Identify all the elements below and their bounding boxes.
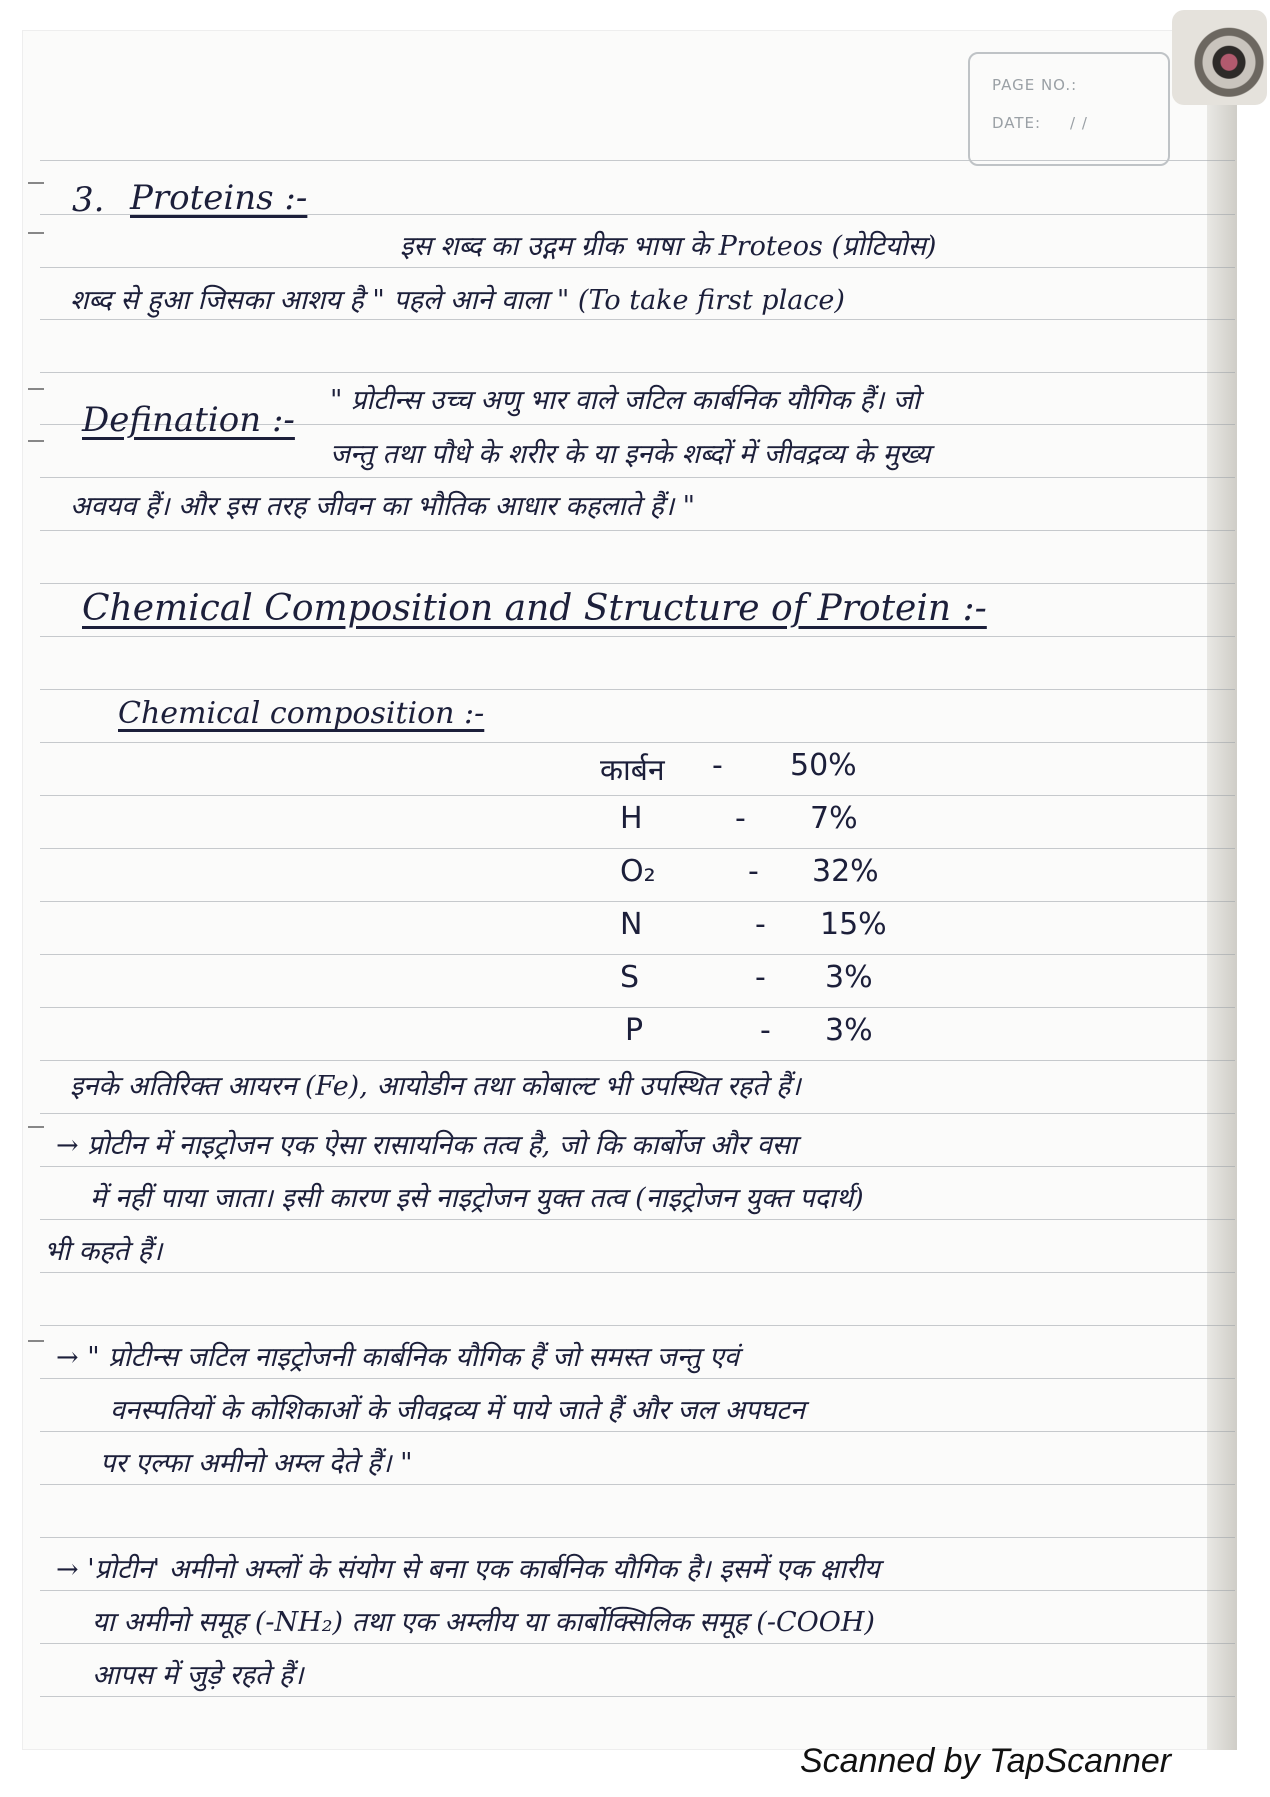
ruled-line — [40, 583, 1235, 584]
ruled-line — [40, 795, 1235, 796]
ruled-line — [40, 636, 1235, 637]
composition-value: 32% — [812, 854, 879, 889]
composition-subheading: Chemical composition :- — [118, 696, 485, 731]
note-extra: इनके अतिरिक्त आयरन (Fe), आयोडीन तथा कोबाल्ट भी उपस्थित रहते हैं। — [70, 1071, 801, 1102]
note-1-line-3: भी कहते हैं। — [44, 1236, 163, 1267]
ruled-line — [40, 954, 1235, 955]
note-3-line-1: → 'प्रोटीन' अमीनो अम्लों के संयोग से बना एक कार्बनिक यौगिक है। इसमें एक क्षारीय — [56, 1554, 880, 1585]
ruled-line — [40, 1272, 1235, 1273]
note-2-line-2: वनस्पतियों के कोशिकाओं के जीवद्रव्य में पाये जाते हैं और जल अपघटन — [110, 1395, 805, 1426]
composition-element: N — [620, 907, 643, 942]
ruled-line — [40, 1378, 1235, 1379]
ruled-line — [40, 1060, 1235, 1061]
composition-dash: - — [735, 801, 746, 836]
ruled-line — [40, 1484, 1235, 1485]
margin-mark — [28, 388, 44, 390]
composition-heading: Chemical Composition and Structure of Protein :- — [82, 588, 987, 629]
ruled-line — [40, 689, 1235, 690]
margin-mark — [28, 1126, 44, 1128]
ruled-line — [40, 1590, 1235, 1591]
note-2-line-1: → " प्रोटीन्स जटिल नाइट्रोजनी कार्बनिक यौगिक हैं जो समस्त जन्तु एवं — [56, 1342, 739, 1373]
ruled-line — [40, 372, 1235, 373]
intro-line-1: इस शब्द का उद्गम ग्रीक भाषा के Proteos (प्रोटियोस) — [400, 231, 937, 262]
ruled-line — [40, 1696, 1235, 1697]
ruled-line — [40, 530, 1235, 531]
margin-mark — [28, 440, 44, 442]
ruled-line — [40, 848, 1235, 849]
intro-line-2: शब्द से हुआ जिसका आशय है " पहले आने वाला " (To take first place) — [70, 285, 845, 316]
composition-element: P — [625, 1013, 644, 1048]
date-value: / / — [1070, 114, 1088, 132]
margin-mark — [28, 1340, 44, 1342]
page-no-label: PAGE NO.: — [992, 76, 1078, 94]
composition-element: S — [620, 960, 640, 995]
ruled-line — [40, 1325, 1235, 1326]
ruled-line — [40, 1007, 1235, 1008]
composition-dash: - — [755, 960, 766, 995]
note-2-line-3: पर एल्फा अमीनो अम्ल देते हैं। " — [100, 1448, 413, 1479]
ruled-line — [40, 1431, 1235, 1432]
corner-decoration-icon — [1172, 10, 1267, 105]
composition-element: H — [620, 801, 643, 836]
margin-mark — [28, 232, 44, 234]
ruled-line — [40, 742, 1235, 743]
note-3-line-3: आपस में जुड़े रहते हैं। — [92, 1660, 304, 1691]
section-number: 3. — [72, 180, 105, 220]
composition-value: 50% — [790, 748, 857, 783]
composition-dash: - — [760, 1013, 771, 1048]
composition-dash: - — [748, 854, 759, 889]
scanner-watermark: Scanned by TapScanner — [800, 1742, 1172, 1780]
composition-value: 3% — [825, 960, 873, 995]
definition-line-3: अवयव हैं। और इस तरह जीवन का भौतिक आधार कहलाते हैं। " — [70, 491, 696, 522]
ruled-line — [40, 267, 1235, 268]
date-label: DATE: — [992, 114, 1042, 132]
page-date-box — [968, 52, 1170, 166]
composition-value: 7% — [810, 801, 858, 836]
note-3-line-2: या अमीनो समूह (-NH₂) तथा एक अम्लीय या कार्बोक्सिलिक समूह (-COOH) — [92, 1607, 875, 1638]
definition-line-1: " प्रोटीन्स उच्च अणु भार वाले जटिल कार्बनिक यौगिक हैं। जो — [330, 385, 920, 416]
definition-label: Defination :- — [82, 400, 295, 440]
section-title: Proteins :- — [130, 178, 308, 218]
ruled-line — [40, 901, 1235, 902]
definition-line-2: जन्तु तथा पौधे के शरीर के या इनके शब्दों में जीवद्रव्य के मुख्य — [330, 439, 931, 470]
ruled-line — [40, 1537, 1235, 1538]
ruled-line — [40, 1166, 1235, 1167]
note-1-line-2: में नहीं पाया जाता। इसी कारण इसे नाइट्रोजन युक्त तत्व (नाइट्रोजन युक्त पदार्थ) — [90, 1183, 864, 1214]
note-1-line-1: → प्रोटीन में नाइट्रोजन एक ऐसा रासायनिक तत्व है, जो कि कार्बोज और वसा — [56, 1130, 797, 1161]
ruled-line — [40, 1113, 1235, 1114]
composition-element: O₂ — [620, 854, 656, 889]
ruled-line — [40, 1219, 1235, 1220]
margin-mark — [28, 182, 44, 184]
composition-element: कार्बन — [600, 753, 665, 788]
composition-dash: - — [712, 748, 723, 783]
composition-dash: - — [755, 907, 766, 942]
page-binding-edge — [1207, 95, 1237, 1750]
composition-value: 15% — [820, 907, 887, 942]
ruled-line — [40, 1643, 1235, 1644]
composition-value: 3% — [825, 1013, 873, 1048]
ruled-line — [40, 477, 1235, 478]
ruled-line — [40, 319, 1235, 320]
